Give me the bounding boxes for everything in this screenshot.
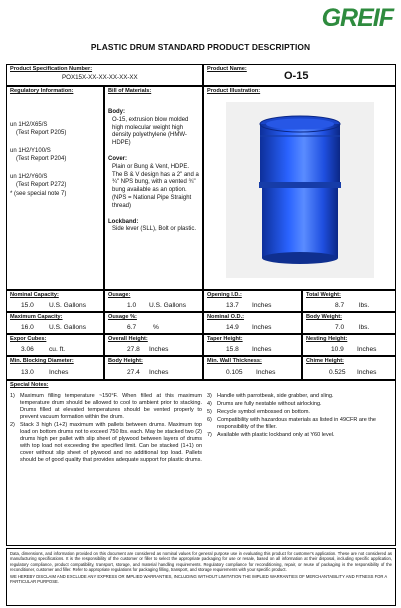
regulatory-line: un 1H2/X65/S	[10, 121, 48, 128]
spec-cell: Opening I.D.: 13.7 Inches	[203, 290, 302, 312]
spec-cell: Ousage: 1.0 U.S. Gallons	[104, 290, 203, 312]
spec-number-label: Product Specification Number:	[10, 66, 93, 72]
regulatory-line: (Test Report P272)	[16, 182, 67, 189]
regulatory-line: (Test Report P204)	[16, 156, 67, 163]
spec-number-box	[6, 64, 203, 86]
product-name-box	[203, 64, 396, 86]
bom-label: Bill of Materials:	[108, 88, 152, 94]
illustration-label: Product Illustration:	[207, 88, 261, 94]
spec-cell: Taper Height: 15.8 Inches	[203, 334, 302, 356]
spec-cell: Body Weight: 7.0 lbs.	[302, 312, 396, 334]
note-item: 1) Maximum filling temperature ~150°F. When filled at this maximum temperature drum should be allowed to cool to ambient prior to stacking. Drums filled at elevated temperatures should be vented properly to prevent vacuum formation within the drum.	[10, 393, 202, 421]
bom-lockband-text: Side lever (SLL), Bolt or plastic.	[112, 226, 197, 233]
spec-cell: Min. Wall Thickness: 0.105 Inches	[203, 356, 302, 380]
note-item: 2) Stack 3 high (1+2) maximum with pallets between drums. Maximum top load on bottom drums not to exceed 750 lbs. each. May be stacked two (2) drums high per pallet with slip sheet of plywood between layers of drums with top load not exceeding the specified limit. Can be stacked (1+1) on cover without slip sheet of plywood and no additional top load. Pallets should be of good quality that provides adequate support for plastic drums.	[10, 422, 202, 464]
spec-cell: Expor Cubes: 3.06 cu. ft.	[6, 334, 104, 356]
note-item: 5) Recycle symbol embossed on bottom.	[207, 409, 310, 416]
regulatory-line: un 1H2/Y60/S	[10, 174, 48, 181]
regulatory-box	[6, 86, 104, 290]
spec-cell: Nesting Height: 10.9 Inches	[302, 334, 396, 356]
note-item: 6) Compatibility with hazardous materials as listed in 49CFR are the responsibility of the filler.	[207, 417, 376, 431]
spec-cell: Nominal Capacity: 15.0 U.S. Gallons	[6, 290, 104, 312]
spec-cell: Maximum Capacity: 16.0 U.S. Gallons	[6, 312, 104, 334]
special-notes-label: Special Notes:	[10, 382, 49, 388]
disclaimer-box	[6, 548, 396, 606]
bom-box	[104, 86, 203, 290]
spec-cell: Overall Height: 27.8 Inches	[104, 334, 203, 356]
spec-cell: Nominal O.D.: 14.9 Inches	[203, 312, 302, 334]
greif-logo: GREIF	[321, 4, 393, 32]
blue-drum-icon	[226, 102, 374, 278]
bom-lockband-title: Lockband:	[108, 218, 139, 225]
bom-body-text: O-15, extrusion blow molded high molecular weight high density polyethylene (HMW-HDPE)	[112, 116, 189, 147]
note-item: 4) Drums are fully nestable without airlocking.	[207, 401, 322, 408]
spec-cell: Min. Blocking Diameter: 13.0 Inches	[6, 356, 104, 380]
spec-cell: Ousage %: 6.7 %	[104, 312, 203, 334]
regulatory-line: (Test Report P205)	[16, 130, 67, 137]
spec-cell: Total Weight: 8.7 lbs.	[302, 290, 396, 312]
disclaimer-warranty: WE HEREBY DISCLAIM AND EXCLUDE ANY EXPRESS OR IMPLIED WARRANTIES, INCLUDING WITHOUT LIMITATION THE IMPLIED WARRANTIES OF MERCHANTABILITY AND FITNESS FOR A PARTICULAR PURPOSE.	[10, 573, 387, 585]
disclaimer-text: Data, dimensions, and information provided on this document are considered as nominal values for general purpose use in evaluating this product for customer's application. These are not considered as manufacturing specifications. It is the responsibility of the customer or filler to select the appropriate packaging for use or resale, based on all information at their disposal, including specific application, regulatory compliance, product compatibility, transport, storage, and material handling requirements. Regulatory compliance for reconditioning, repair, or reuse of packaging is the responsibility of the reconditioner, customer and filler. Refer to appropriate regulations for packaging filling, transport, and storage requirements with your specific product.	[10, 551, 392, 573]
regulatory-label: Regulatory Information:	[10, 88, 74, 94]
note-item: 3) Handle with parrotbeak, side grabber, and sling.	[207, 393, 334, 399]
product-name-value: O-15	[284, 70, 309, 82]
page-title: PLASTIC DRUM STANDARD PRODUCT DESCRIPTION	[90, 42, 311, 52]
bom-cover-title: Cover:	[108, 155, 128, 162]
regulatory-line: un 1H2/Y100/S	[10, 148, 51, 155]
spec-cell: Body Height: 27.4 Inches	[104, 356, 203, 380]
spec-cell: Chime Height: 0.525 Inches	[302, 356, 396, 380]
special-notes-box	[6, 380, 396, 546]
bom-cover-text: Plain or Bung & Vent, HDPE. The B & V design has a 2" and a ¾" NPS bung, with a vented ¾" bung available as an option. (NPS = National Pipe Straight thread)	[112, 163, 199, 209]
spec-number-value: POX15X-XX-XX-XX-XX-XX	[62, 73, 138, 81]
note-item: 7) Available with plastic lockband only at Y60 level.	[207, 432, 335, 439]
regulatory-line: * (see special note 7)	[10, 190, 67, 197]
drum-image	[226, 102, 374, 278]
bom-body-title: Body:	[108, 108, 125, 115]
product-name-label: Product Name:	[207, 66, 247, 72]
